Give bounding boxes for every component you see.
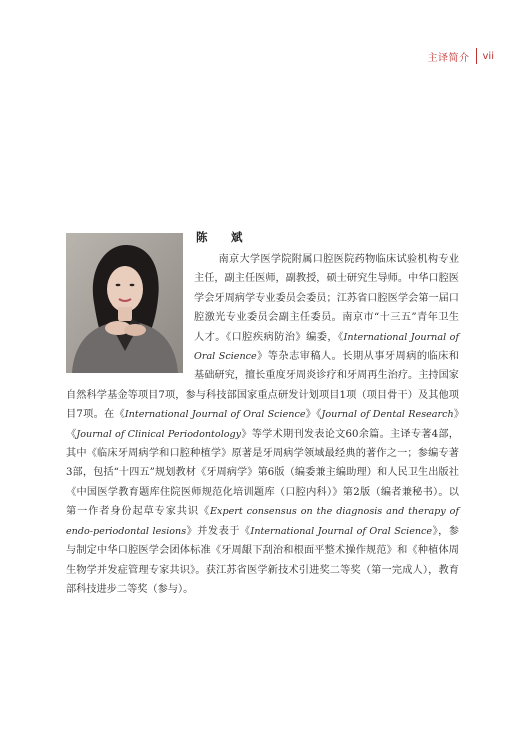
bio-text-7: Journal of Clinical Periodontology — [76, 428, 242, 440]
header-divider — [476, 48, 477, 64]
biography-paragraph — [66, 250, 459, 620]
bio-text-4: 》《 — [305, 409, 322, 421]
running-header — [428, 48, 494, 64]
bio-text-3: International Journal of Oral Science — [124, 409, 306, 421]
bio-text-9: Expert consensus on the diagnosis and therapy of endo-periodontal lesions — [66, 506, 459, 537]
bio-text-10: 》并发表于《 — [186, 525, 251, 537]
photo-float-spacer — [66, 250, 194, 378]
bio-text-8: 》等学术期刊发表论文60余篇。主译专著4部，其中《临床牙周病学和口腔种植学》原著是牙周病学领域最经典的著作之一；参编专著3部，包括“十四五”规划教材《牙周病学》第6版（编委兼主编助理）和人民卫生出版社《中国医学教育题库住院医师规范化培训题库（口腔内科）》第2版（编者兼秘书）。以第一作者身份起草专家共识《 — [66, 428, 459, 518]
section-title: 主译简介 — [427, 52, 470, 64]
bio-text-6: 》《 — [66, 409, 459, 440]
bio-text-5: Journal of Dental Research — [321, 409, 454, 421]
bio-text-12: 》，参与制定中华口腔医学会团体标准《牙周龈下刮治和根面平整术操作规范》和《种植体周生物学并发症管理专家共识》。获江苏省医学新技术引进奖二等奖（第一完成人），教育部科技进步二等奖（参与）。 — [66, 525, 459, 595]
bio-text-11: International Journal of Oral Science — [250, 525, 433, 537]
person-name: 陈 斌 — [196, 230, 249, 244]
bio-text-0: 南京大学医学院附属口腔医院药物临床试验机构专业主任，副主任医师，副教授，硕士研究生导师。中华口腔医学会牙周病学专业委员会委员；江苏省口腔医学会第一届口腔激光专业委员会副主任委员。南京市“十三五”青年卫生人才。《口腔疾病防治》编委，《 — [194, 254, 459, 343]
bio-text-2: 》等杂志审稿人。长期从事牙周病的临床和基础研究，擅长重度牙周炎诊疗和牙周再生治疗。主持国家自然科学基金等项目7项，参与科技部国家重点研发计划项目1项（项目骨干）及其他项目7项。在《 — [66, 351, 459, 421]
page-number: vii — [482, 50, 494, 62]
bio-text-1: International Journal of Oral Science — [194, 331, 459, 363]
